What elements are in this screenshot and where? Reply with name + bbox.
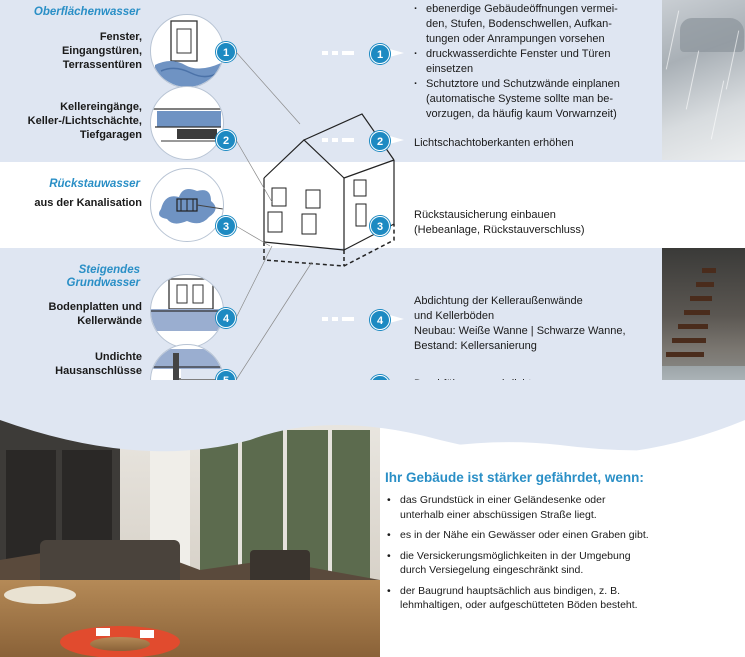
section-backflow-water: Rückstauwasser [49,178,140,190]
risk-item [385,493,740,522]
cause-line: Terrassentüren [62,59,142,71]
risk-list [385,493,740,613]
risk-line: • das Grundstück in einer Geländesenke oder [400,494,606,506]
risk-line: • es in der Nähe ein Gewässer oder einen Graben gibt. [400,529,649,541]
measure-line: vorzugen, da häufig kaum Vorwarnzeit) [426,108,617,120]
rain-streak [686,51,699,110]
rain-streak [711,81,724,140]
light-shaft-illustration [151,87,224,160]
floor-slab-illustration [151,275,224,348]
wave-divider [0,380,745,480]
measure-line: · ebenerdige Gebäudeöffnungen vermei- [426,3,618,15]
badge-2-left: 2 [216,130,236,150]
risk-line: unterhalb einer abschüssigen Straße liegt. [400,508,597,521]
measure-line: und Kellerböden [414,310,495,322]
cause-line: Bodenplatten und [48,301,142,313]
cause-line: Keller-/Lichtschächte, [27,115,142,127]
cause-line: Eingangstüren, [61,45,142,57]
cause-line: Undichte [94,351,142,363]
risk-factors-box [385,470,740,650]
arrow-1 [322,46,412,60]
risk-title: Ihr Gebäude ist stärker gefährdet, wenn: [385,470,644,485]
cause-windows-doors [10,30,142,72]
window-flood-illustration [151,15,224,88]
cause-line: Kellereingänge, [60,101,142,113]
rain-streak [666,11,679,70]
risk-item [385,549,740,578]
stair-step [684,310,710,315]
risk-line: lehmhaltigen, oder aufgeschütteten Böden besteht. [400,599,638,611]
measure-1-item [414,77,660,122]
house-sketch [244,100,404,280]
cause-floor-walls [10,300,142,328]
measure-line: (automatische Systeme sollte man be- [426,93,614,105]
detail-window-flood [150,14,224,88]
measure-line: · druckwasserdichte Fenster und Türen [426,48,611,60]
risk-item [385,584,740,613]
cause-line: Hausanschlüsse [55,365,142,377]
badge-2-right: 2 [370,131,390,151]
measure-line: Neubau: Weiße Wanne | Schwarze Wanne, [414,325,626,337]
stair-step [666,352,704,357]
measure-line: Abdichtung der Kelleraußenwände [414,295,583,307]
section-groundwater-line: Steigendes [78,264,140,276]
measure-line: einsetzen [426,63,474,75]
section-surface-water: Oberflächenwasser [33,6,140,18]
detail-sewer-backflow [150,168,224,242]
arrow-2 [322,133,412,147]
risk-line: durch Versiegelung eingeschränkt sind. [400,564,584,576]
measure-1 [414,2,660,122]
section-groundwater-line: Grundwasser [66,277,140,289]
stair-step [678,324,708,329]
risk-line: • der Baugrund hauptsächlich aus bindigen, z. B. [400,584,621,597]
measure-1-item [414,47,660,77]
cause-sewer [10,196,142,210]
section-groundwater [10,264,140,290]
risk-line: • die Versickerungsmöglichkeiten in der Umgebung [400,549,631,562]
stair-step [702,268,716,273]
badge-1-right: 1 [370,44,390,64]
sewer-backflow-illustration [151,169,224,242]
cause-line: Kellerwände [77,315,142,327]
stair-step [690,296,712,301]
badge-4-left: 4 [216,308,236,328]
measure-4 [414,294,660,354]
badge-3-left: 3 [216,216,236,236]
measure-1-item [414,2,660,47]
measure-2: Lichtschachtoberkanten erhöhen [414,137,574,149]
measure-line: · Schutztore und Schutzwände einplanen [426,78,620,90]
cause-basement-entries [6,100,142,142]
detail-light-shaft [150,86,224,160]
stair-step [696,282,714,287]
badge-4-right: 4 [370,310,390,330]
risk-item [385,528,740,543]
cause-line: Tiefgaragen [79,129,142,141]
rain-street-photo [662,0,745,160]
badge-1-left: 1 [216,42,236,62]
measure-3 [414,208,660,238]
cause-line: aus der Kanalisation [34,197,142,209]
measure-line: (Hebeanlage, Rückstauverschluss) [414,224,585,236]
arrow-4 [322,312,412,326]
stair-step [672,338,706,343]
cause-line: Fenster, [99,31,142,43]
measure-line: Bestand: Kellersanierung [414,340,537,352]
measure-line: tungen oder Anrampungen vorsehen [426,33,605,45]
measure-line: Rückstausicherung einbauen [414,209,556,221]
badge-3-right: 3 [370,216,390,236]
detail-floor-slab [150,274,224,348]
measure-line: den, Stufen, Bodenschwellen, Aufkan- [426,18,612,30]
